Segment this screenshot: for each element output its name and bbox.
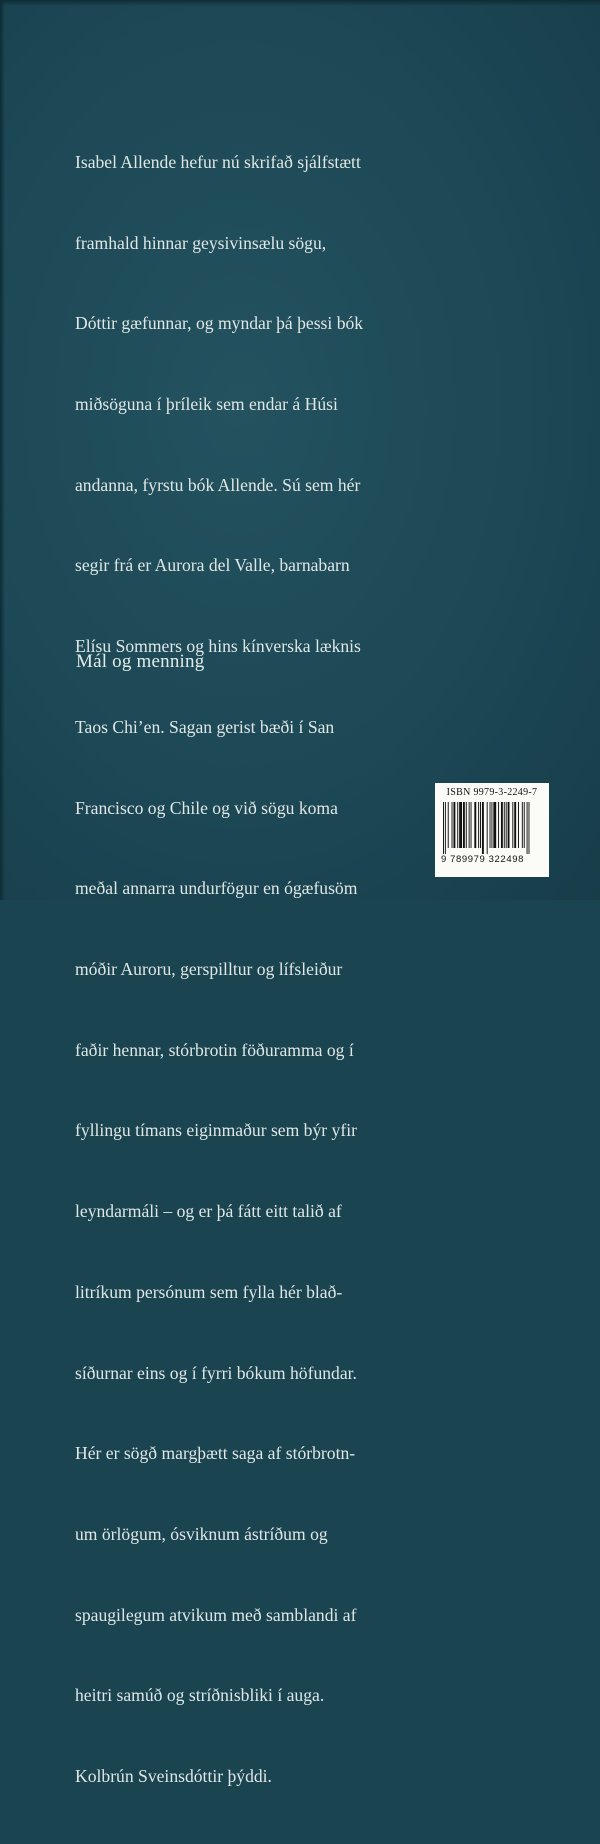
barcode-bar (522, 802, 523, 848)
blurb-line: segir frá er Aurora del Valle, barnabarn (75, 555, 350, 576)
barcode-bar (480, 802, 481, 848)
publisher-name: Mál og menning (76, 651, 205, 672)
barcode-bar (527, 802, 528, 854)
barcode-bar (466, 802, 467, 848)
barcode-bar (504, 802, 505, 848)
barcode-bar (474, 802, 476, 848)
barcode-bar (529, 802, 530, 854)
barcode-bar (506, 802, 507, 848)
blurb-line: faðir hennar, stórbrotin föðuramma og í (75, 1039, 354, 1060)
blurb-line: framhald hinnar geysivinsælu sögu, (75, 232, 327, 253)
blurb-line: um örlögum, ósviknum ástríðum og (75, 1524, 328, 1545)
barcode-digits: 9 789979 322498 (441, 854, 524, 865)
barcode-bar (469, 802, 470, 848)
barcode-bar (478, 802, 479, 848)
barcode-bar (487, 802, 488, 854)
barcode-bar (518, 802, 519, 848)
barcode-bar (459, 802, 462, 848)
barcode-bar (482, 802, 484, 854)
blurb-line: fyllingu tímans eiginmaður sem býr yfir (75, 1120, 357, 1141)
barcode-bar (452, 802, 453, 848)
barcode-bar (512, 802, 513, 848)
barcode-bar (443, 802, 444, 854)
isbn-barcode-label (435, 783, 549, 877)
barcode-bar (493, 802, 496, 848)
blurb-line: litríkum persónum sem fylla hér blað- (75, 1281, 343, 1302)
blurb-line: Hér er sögð margþætt saga af stórbrotn- (75, 1443, 356, 1464)
blurb-line: Francisco og Chile og við sögu koma (75, 797, 338, 818)
barcode-image (441, 802, 543, 854)
blurb-line: leyndarmáli – og er þá fátt eitt talið af (75, 1201, 342, 1222)
barcode-bar (514, 802, 516, 848)
blurb-line: andanna, fyrstu bók Allende. Sú sem hér (75, 474, 361, 495)
blurb-line: Elísu Sommers og hins kínverska læknis (75, 636, 361, 657)
barcode-bar (457, 802, 458, 848)
blurb-line: Isabel Allende hefur nú skrifað sjálfstætt (75, 151, 361, 172)
cover-top-edge-shadow (0, 0, 600, 6)
barcode-bar (471, 802, 472, 848)
barcode-bar (508, 802, 510, 848)
barcode-bar (453, 802, 455, 848)
blurb-line: meðal annarra undurfögur en ógæfusöm (75, 878, 358, 899)
barcode-bar (524, 802, 525, 848)
blurb-line: miðsöguna í þríleik sem endar á Húsi (75, 393, 338, 414)
blurb-line: síðurnar eins og í fyrri bókum höfundar. (75, 1362, 357, 1383)
barcode-bar (445, 802, 446, 854)
barcode-bar (490, 802, 491, 848)
barcode-bar (491, 802, 492, 848)
barcode-bar (448, 802, 449, 848)
barcode-bar (498, 802, 499, 848)
blurb-line: spaugilegum atvikum með samblandi af (75, 1604, 357, 1625)
blurb-line: heitri samúð og stríðnisbliki í auga. (75, 1685, 325, 1706)
blurb-line: Taos Chi’en. Sagan gerist bæði í San (75, 716, 335, 737)
cover-left-edge-shadow (0, 0, 5, 900)
blurb-line: Kolbrún Sveinsdóttir þýddi. (75, 1766, 272, 1787)
barcode-bar (463, 802, 465, 848)
isbn-number: ISBN 9979-3-2249-7 (446, 787, 538, 798)
blurb-line: móðir Auroru, gerspilltur og lífsleiður (75, 959, 343, 979)
blurb-text (75, 95, 545, 1844)
barcode-bar (501, 802, 503, 848)
blurb-line: Dóttir gæfunnar, og myndar þá þessi bók (75, 313, 364, 334)
